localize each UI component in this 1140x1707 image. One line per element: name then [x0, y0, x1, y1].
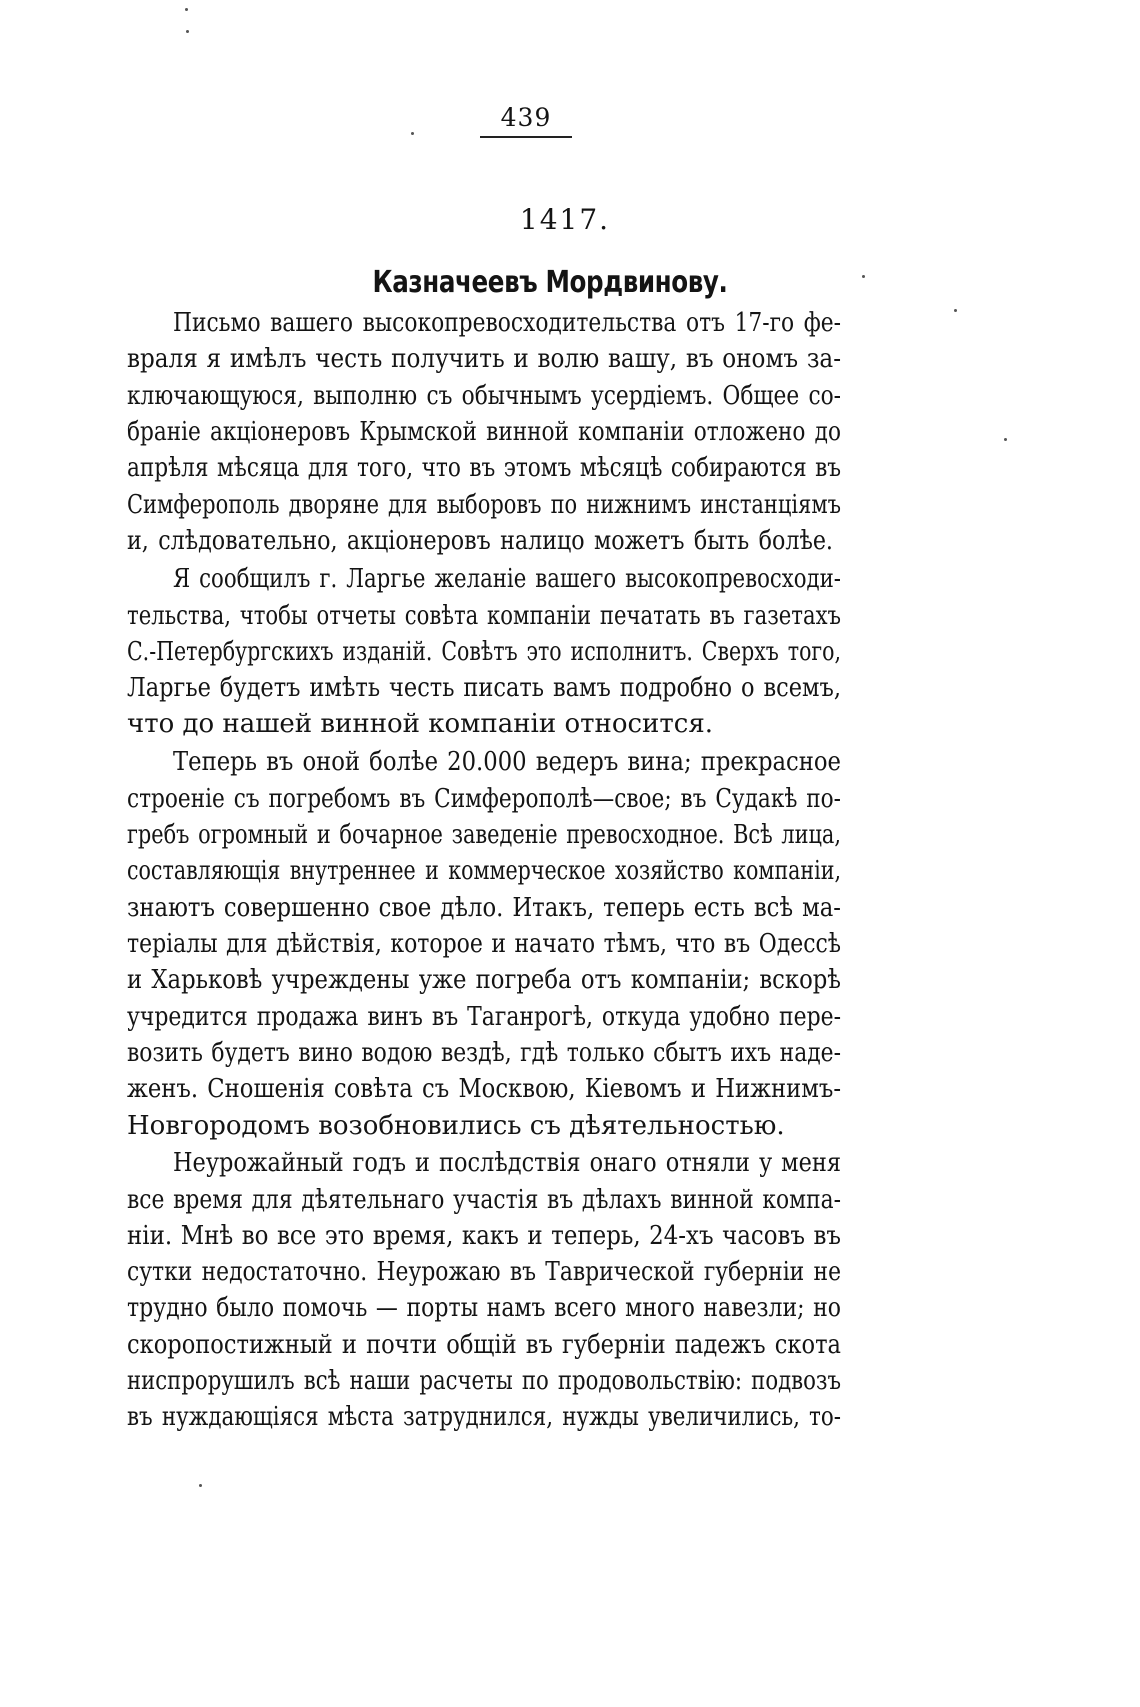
text-line: сутки недостаточно. Неурожаю въ Таврической губерніи не [127, 1257, 841, 1287]
scan-speck [185, 8, 188, 11]
scan-speck [862, 275, 865, 278]
text-line: Неурожайный годъ и послѣдствія онаго отняли у меня [173, 1148, 841, 1178]
document-title: Казначеевъ Мордвинову. [372, 265, 728, 300]
text-line: ніи. Мнѣ во все это время, какъ и теперь, 24-хъ часовъ въ [127, 1221, 841, 1251]
text-line: учредится продажа винъ въ Таганрогѣ, откуда удобно пере- [127, 1002, 841, 1032]
text-line: ниспрорушилъ всѣ наши расчеты по продовольствію: подвозъ [127, 1366, 841, 1396]
text-line: теріалы для дѣйствія, которое и начато тѣмъ, что въ Одессѣ [127, 929, 841, 959]
scan-speck [186, 30, 189, 33]
text-line: и, слѣдовательно, акціонеровъ налицо можетъ быть болѣе. [127, 526, 833, 556]
text-line: все время для дѣятельнаго участія въ дѣлахъ винной компа- [127, 1185, 841, 1215]
text-line: апрѣля мѣсяца для того, что въ этомъ мѣсяцѣ собираются въ [127, 453, 841, 483]
text-line: скоропостижный и почти общій въ губерніи падежъ скота [127, 1330, 841, 1360]
text-line: составляющія внутреннее и коммерческое хозяйство компаніи, [127, 856, 841, 886]
text-line: браніе акціонеровъ Крымской винной компаніи отложено до [127, 417, 841, 447]
text-line: трудно было помочь — порты намъ всего много навезли; но [127, 1293, 841, 1323]
text-line: С.-Петербургскихъ изданій. Совѣтъ это исполнитъ. Сверхъ того, [127, 637, 841, 667]
text-line: и Харьковѣ учреждены уже погреба отъ компаніи; вскорѣ [127, 965, 841, 995]
scan-speck [411, 132, 414, 135]
scan-speck [1004, 438, 1007, 441]
text-line: въ нуждающіяся мѣста затруднился, нужды увеличились, то- [127, 1402, 841, 1432]
document-number: 1417. [519, 203, 611, 236]
text-line: Теперь въ оной болѣе 20.000 ведеръ вина; прекрасное [173, 747, 841, 777]
text-line: возить будетъ вино водою вездѣ, гдѣ только сбытъ ихъ наде- [127, 1038, 841, 1068]
text-line: тельства, чтобы отчеты совѣта компаніи печатать въ газетахъ [127, 601, 841, 631]
text-line: женъ. Сношенія совѣта съ Москвою, Кіевомъ и Нижнимъ- [127, 1074, 841, 1104]
text-line: знаютъ совершенно свое дѣло. Итакъ, теперь есть всѣ ма- [127, 893, 841, 923]
text-line: враля я имѣлъ честь получить и волю вашу, въ ономъ за- [127, 344, 841, 374]
text-line: Новгородомъ возобновились съ дѣятельностью. [127, 1111, 785, 1141]
text-line: гребъ огромный и бочарное заведеніе превосходное. Всѣ лица, [127, 820, 841, 850]
text-line: ключающуюся, выполню съ обычнымъ усердіемъ. Общее со- [127, 381, 841, 411]
text-line: строеніе съ погребомъ въ Симферополѣ—свое; въ Судакѣ по- [127, 784, 841, 814]
page-number: 439 [500, 103, 552, 132]
text-line: Ларгье будетъ имѣть честь писать вамъ подробно о всемъ, [127, 673, 841, 703]
text-line: Я сообщилъ г. Ларгье желаніе вашего высокопревосходи- [173, 564, 841, 594]
text-line: Письмо вашего высокопревосходительства отъ 17-го фе- [173, 308, 841, 338]
scan-speck [954, 309, 957, 312]
scan-speck [199, 1484, 202, 1487]
page-number-rule [480, 136, 572, 138]
text-line: что до нашей винной компаніи относится. [127, 709, 713, 739]
text-line: Симферополь дворяне для выборовъ по нижнимъ инстанціямъ [127, 490, 841, 520]
